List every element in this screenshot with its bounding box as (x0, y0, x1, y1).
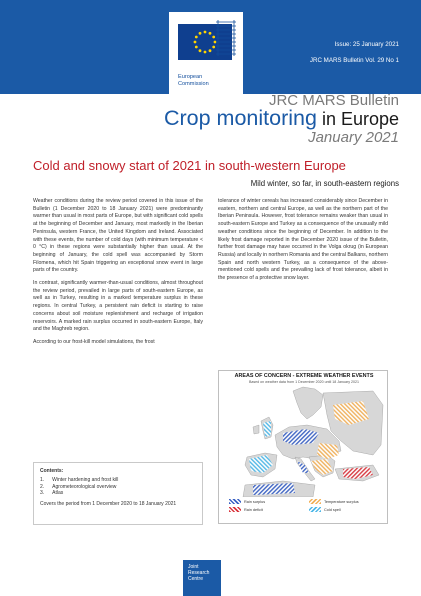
coverage-period: Covers the period from 1 December 2020 to 18 January 2021 (40, 500, 177, 507)
legend-cold-spell: Cold spell (309, 507, 379, 512)
map-title: AREAS OF CONCERN - EXTREME WEATHER EVENTS (234, 373, 374, 379)
european-commission-logo (169, 12, 243, 96)
europe-map (223, 385, 385, 497)
contents-list (40, 477, 196, 496)
body-paragraph: According to our frost-kill model simulations, the frost (33, 338, 155, 345)
map-legend (229, 499, 379, 515)
headline: Cold and snowy start of 2021 in south-western Europe (33, 158, 346, 173)
issue-date: Issue: 25 January 2021 (334, 41, 399, 48)
body-paragraph: In contrast, significantly warmer-than-usual conditions, almost throughout the review period, prevailed in large parts of south-eastern Europe, as well as in Turkey, resulting in a marked temperature surplus in these regions. In central Turkey, a persistent rain deficit is starting to raise concerns about soil moisture replenishment and recharge of irrigation reservoirs. A marked rain surplus occurred in south-eastern Europe, Italy and the Maghreb region. (33, 280, 203, 333)
map-subtitle: Based on weather data from 1 December 2020 until 18 January 2021 (248, 380, 360, 384)
contents-box (33, 462, 203, 525)
legend-rain-surplus: Rain surplus (229, 499, 299, 504)
page-title (164, 106, 399, 131)
contents-item[interactable]: 2. Agrometeorological overview (40, 483, 117, 490)
legend-swatch (229, 499, 241, 504)
jrc-logo: Joint Research Centre (183, 560, 221, 596)
contents-title: Contents: (40, 468, 64, 474)
legend-swatch (229, 507, 241, 512)
page-title-main: Crop monitoring (163, 106, 317, 130)
legend-rain-deficit: Rain deficit (229, 507, 299, 512)
legend-swatch (309, 507, 321, 512)
bulletin-number: JRC MARS Bulletin Vol. 29 No 1 (309, 57, 399, 64)
berlaymont-building-icon (214, 16, 238, 58)
subheadline: Mild winter, so far, in south-eastern regions (250, 179, 399, 188)
page-title-rest: in Europe (316, 109, 399, 129)
body-column-left (33, 198, 203, 352)
contents-item[interactable]: 3. Atlas (40, 490, 64, 497)
legend-swatch (309, 499, 321, 504)
bulletin-series-title: JRC MARS Bulletin (268, 92, 399, 109)
body-column-right (218, 198, 388, 288)
body-paragraph: tolerance of winter cereals has increased considerably since December in eastern, northern and central Europe, as well as the northern part of the Iberian Peninsula. However, frost tolerance remains weaker than usual in south-eastern Europe and Turkey as a consequence of the unusually mild weather conditions since the beginning of December. In addition to the likely frost damage reported in the December 2020 issue of the Bulletin, further frost damage may have occurred in the Volga okrug (in European Russia) and locally in northern Romania and the central Balkans, northern Spain and north western Turkey, as a consequence of the above-mentioned cold spells and the prevailing lack of frost tolerance, albeit in the presence of a protective snow layer. (218, 198, 388, 282)
legend-temperature-surplus: Temperature surplus (309, 499, 379, 504)
commission-wordmark: European Commission (178, 74, 209, 87)
extreme-weather-map (218, 370, 388, 524)
body-paragraph: Weather conditions during the review period covered in this issue of the Bulletin (1 December 2020 to 18 January 2021) were predominantly warmer than usual in most parts of Europe, but with significant cold spells at the beginning of December and January, most markedly in the Iberian Peninsula, western France, the United Kingdom and Ireland. Associated with these events, the number of cold days (with minimum temperature < 0 °C) in these regions were substantially higher than usual. At the beginning of January, the cold spell was accompanied by Storm Filomena, which hit Spain triggering an exceptional snow event in large parts of the country. (33, 198, 203, 274)
contents-item[interactable]: 1. Winter hardening and frost kill (40, 477, 119, 484)
publication-month: January 2021 (308, 129, 399, 146)
